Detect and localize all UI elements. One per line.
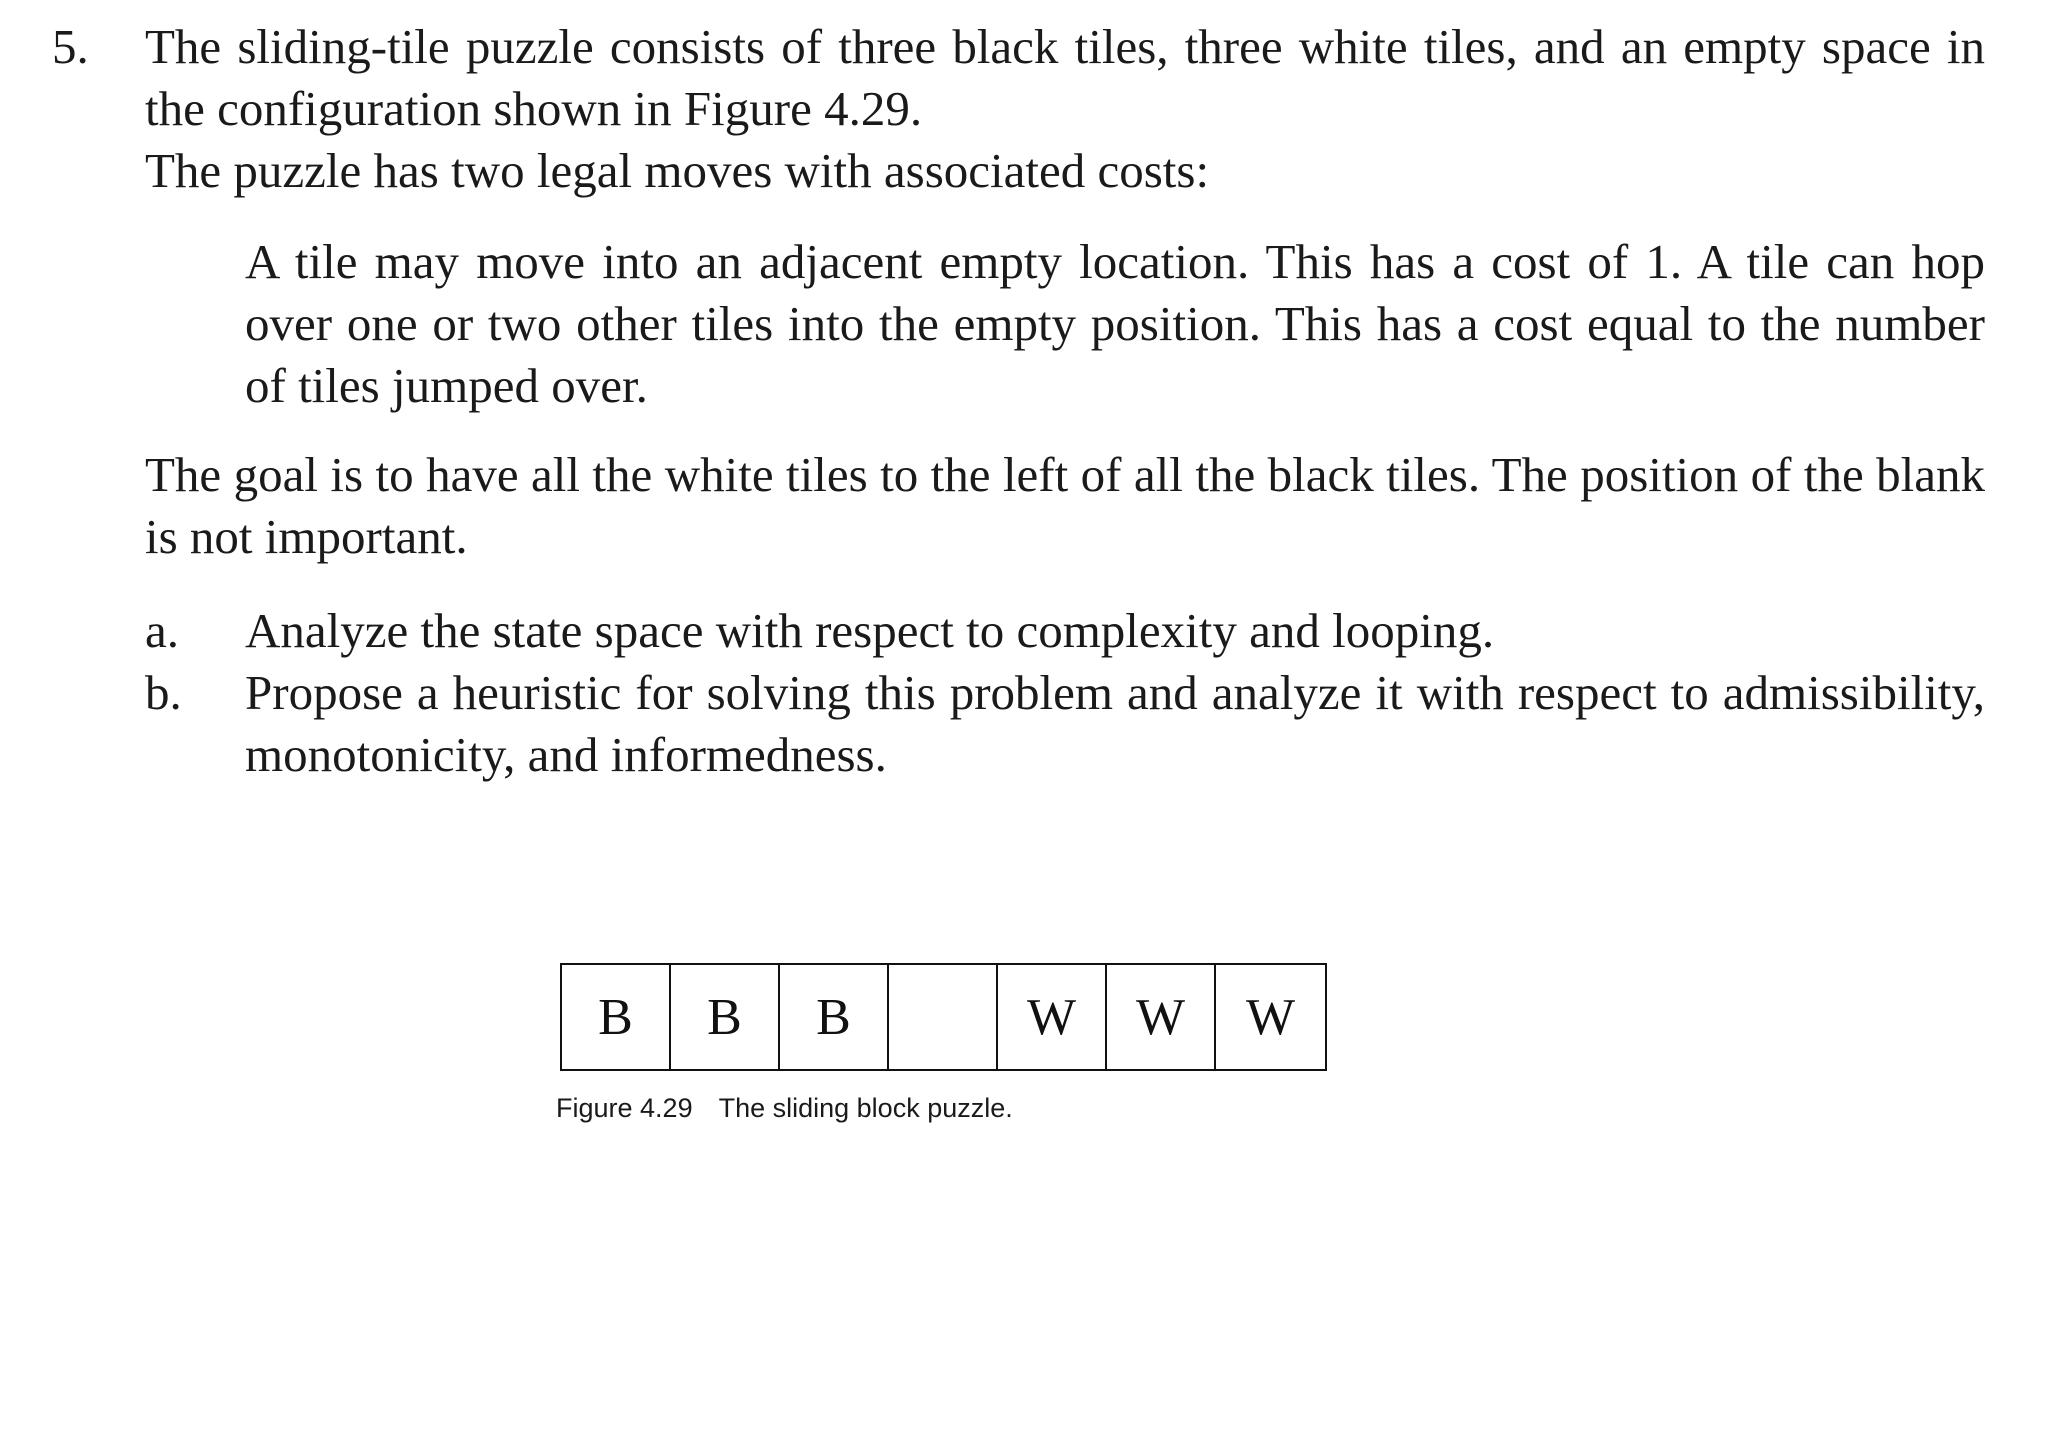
figure-caption-number: Figure 4.29 (556, 1093, 693, 1123)
goal-statement: The goal is to have all the white tiles to the left of all the black tiles. The position of the blank is not important. (145, 447, 1985, 564)
sliding-tile-puzzle-figure (560, 963, 1327, 1071)
subquestion-b-text: Propose a heuristic for solving this problem and analyze it with respect to admissibility, monotonicity, and informedness. (245, 665, 1985, 782)
tile-1: B (562, 965, 671, 1069)
move-rules-block: A tile may move into an adjacent empty location. This has a cost of 1. A tile can hop over one or two other tiles into the empty position. This has a cost equal to the number of tiles jumped over. (245, 234, 1985, 413)
subquestion-a-label: a. (145, 603, 179, 658)
subquestion-b-label: b. (145, 665, 182, 720)
figure-caption (556, 1090, 1013, 1126)
tile-3: B (780, 965, 889, 1069)
moves-intro: The puzzle has two legal moves with associated costs: (145, 143, 1210, 198)
subquestion-a-text: Analyze the state space with respect to complexity and looping. (245, 603, 1495, 658)
tile-empty (889, 965, 998, 1069)
tile-5: W (998, 965, 1107, 1069)
figure-caption-title: The sliding block puzzle. (718, 1093, 1013, 1123)
tile-6: W (1107, 965, 1216, 1069)
question-number: 5. (52, 19, 89, 74)
question-intro: The sliding-tile puzzle consists of three black tiles, three white tiles, and an empty space in the configuration shown in Figure 4.29. (145, 19, 1985, 136)
tile-2: B (671, 965, 780, 1069)
tile-7: W (1245, 988, 1296, 1046)
